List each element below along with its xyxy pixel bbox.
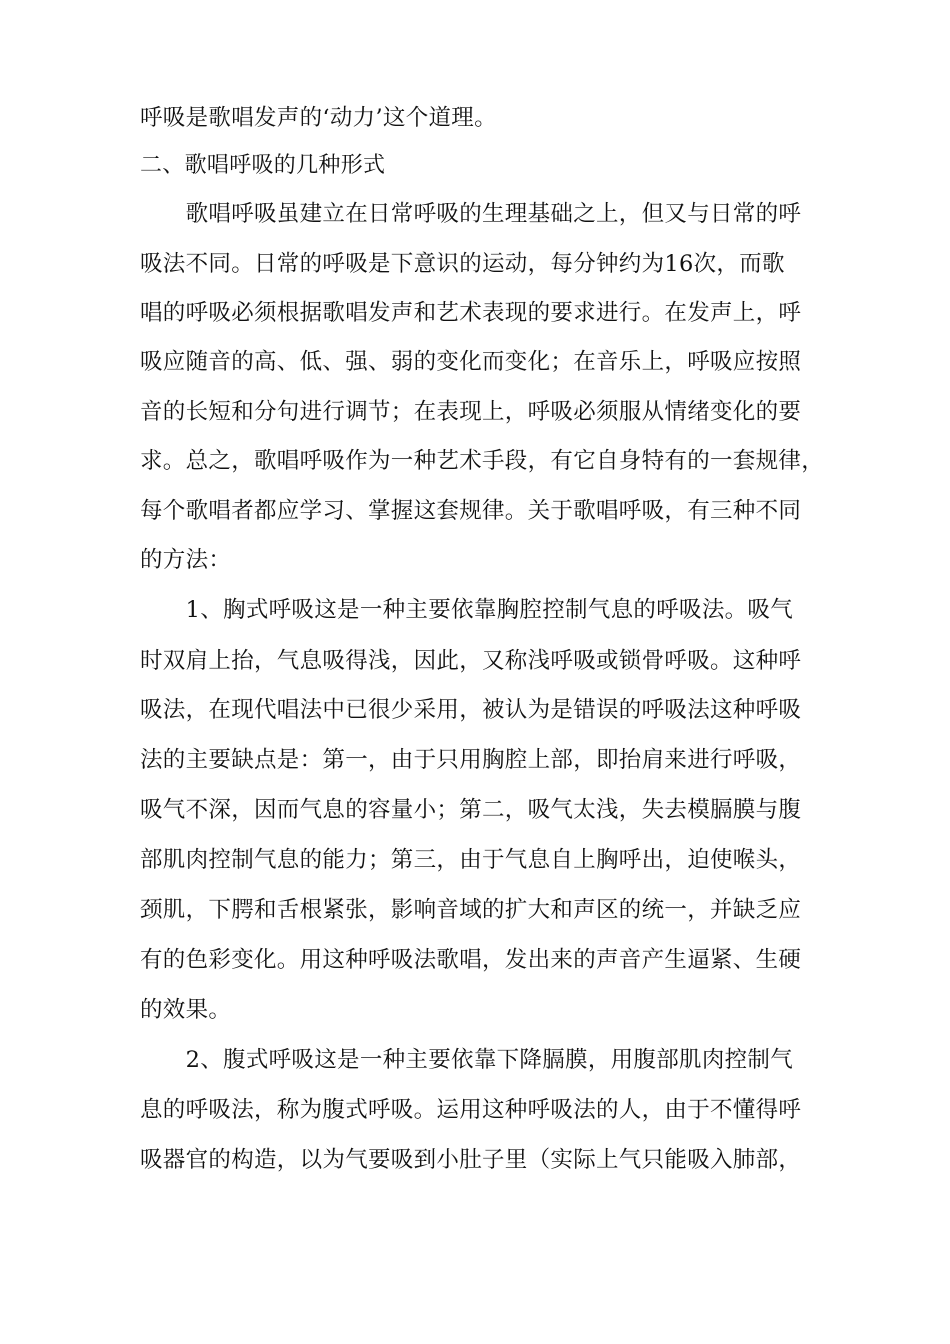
text-line: 1、胸式呼吸这是一种主要依靠胸腔控制气息的呼吸法。吸气: [140, 597, 794, 623]
text-line: 法的主要缺点是：第一，由于只用胸腔上部，即抬肩来进行呼吸，: [140, 747, 802, 773]
text-line: 颈肌，下腭和舌根紧张，影响音域的扩大和声区的统一，并缺乏应: [140, 897, 802, 923]
text-line: 音的长短和分句进行调节；在表现上，呼吸必须服从情绪变化的要: [140, 399, 802, 425]
text-line: 吸法不同。日常的呼吸是下意识的运动，每分钟约为16次，而歌: [140, 251, 785, 277]
text-line: 求。总之，歌唱呼吸作为一种艺术手段，有它自身特有的一套规律，: [140, 448, 825, 474]
text-line: 的方法：: [140, 547, 232, 573]
text-line: 歌唱呼吸虽建立在日常呼吸的生理基础之上，但又与日常的呼: [140, 201, 802, 227]
text-line: 有的色彩变化。用这种呼吸法歌唱，发出来的声音产生逼紧、生硬: [140, 947, 802, 973]
text-line: 部肌肉控制气息的能力；第三，由于气息自上胸呼出，迫使喉头，: [140, 847, 802, 873]
text-line: 呼吸是歌唱发声的‘动力’这个道理。: [140, 105, 497, 131]
section-heading: 二、歌唱呼吸的几种形式: [140, 153, 386, 178]
text-line: 2、腹式呼吸这是一种主要依靠下降膈膜，用腹部肌肉控制气: [140, 1047, 794, 1073]
text-line: 时双肩上抬，气息吸得浅，因此，又称浅呼吸或锁骨呼吸。这种呼: [140, 648, 802, 674]
text-line: 吸法，在现代唱法中已很少采用，被认为是错误的呼吸法这种呼吸: [140, 697, 802, 723]
text-line: 吸气不深，因而气息的容量小；第二，吸气太浅，失去模膈膜与腹: [140, 797, 802, 823]
text-line: 息的呼吸法，称为腹式呼吸。运用这种呼吸法的人，由于不懂得呼: [140, 1097, 802, 1123]
text-line: 吸应随音的高、低、强、弱的变化而变化；在音乐上，呼吸应按照: [140, 349, 802, 375]
text-line: 的效果。: [140, 997, 232, 1023]
text-line: 每个歌唱者都应学习、掌握这套规律。关于歌唱呼吸，有三种不同: [140, 498, 802, 524]
text-line: 唱的呼吸必须根据歌唱发声和艺术表现的要求进行。在发声上，呼: [140, 300, 802, 326]
text-line: 吸器官的构造，以为气要吸到小肚子里（实际上气只能吸入肺部，: [140, 1147, 802, 1173]
